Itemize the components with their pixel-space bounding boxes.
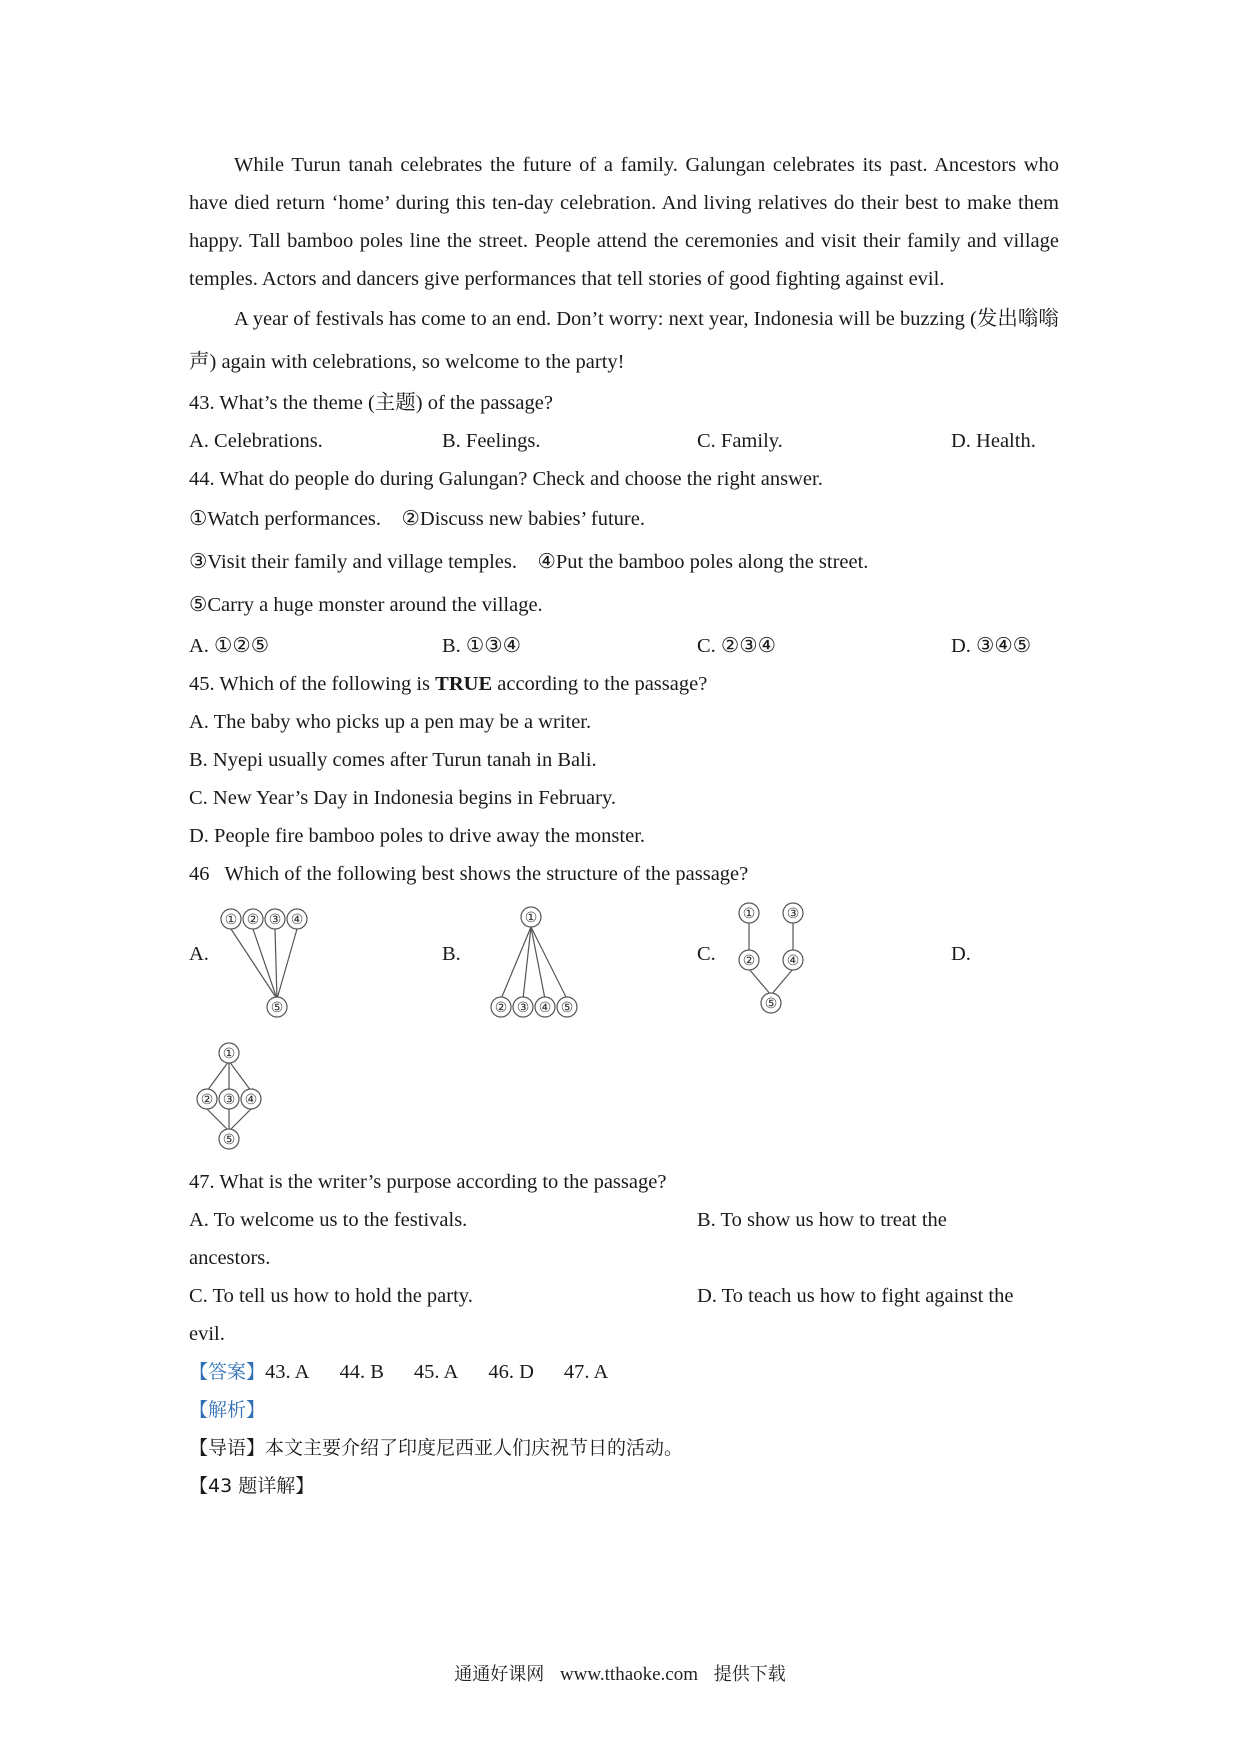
stem-text: according to the passage?	[492, 673, 708, 695]
option-b[interactable]: B. To show us how to treat the	[697, 1209, 947, 1231]
question-47-row	[189, 1277, 1059, 1315]
node-label: ④	[290, 913, 304, 928]
stem-emphasis: TRUE	[435, 673, 493, 695]
node-label: ②	[200, 1093, 214, 1108]
page-footer	[0, 1660, 1240, 1686]
answer-tag: 【答案】	[189, 1361, 266, 1383]
guide-text: 本文主要介绍了印度尼西亚人们庆祝节日的活动。	[265, 1437, 684, 1459]
structure-diagram-b	[489, 899, 599, 1024]
question-45-stem	[189, 665, 1059, 703]
footer-url[interactable]: www.tthaoke.com	[559, 1664, 699, 1685]
guide-line	[189, 1429, 1059, 1467]
option-c[interactable]: C. To tell us how to hold the party.	[189, 1285, 473, 1307]
question-44-options	[189, 627, 1059, 665]
node-label: ①	[224, 913, 238, 928]
question-46-stem: 46 Which of the following best shows the structure of the passage?	[189, 863, 749, 885]
structure-diagram-a	[219, 899, 319, 1024]
node-label: ⑤	[560, 1001, 574, 1016]
node-label: ⑤	[270, 1001, 284, 1016]
node-label: ③	[786, 907, 800, 922]
guide-tag: 【导语】	[189, 1437, 266, 1459]
option-a[interactable]: A. The baby who picks up a pen may be a writer.	[189, 711, 592, 733]
question-46-diagrams	[189, 893, 1059, 1053]
option-a[interactable]: A. ①②⑤	[189, 635, 270, 657]
option-c[interactable]: C. Family.	[697, 430, 783, 452]
node-label: ③	[222, 1093, 236, 1108]
detail-line	[189, 1467, 1059, 1505]
option-d-continued: evil.	[189, 1323, 225, 1345]
option-d[interactable]: D. People fire bamboo poles to drive away the monster.	[189, 825, 646, 847]
answer-line	[189, 1353, 1059, 1391]
option-b[interactable]: B. ①③④	[442, 635, 522, 657]
option-a[interactable]: A.	[189, 943, 209, 965]
stem-text: 45. Which of the following is	[189, 673, 436, 695]
content	[189, 146, 1059, 1505]
question-46-diagram-d-row	[189, 1047, 1059, 1163]
node-label: ③	[268, 913, 282, 928]
option-d[interactable]: D. ③④⑤	[951, 635, 1032, 657]
node-label: ②	[246, 913, 260, 928]
node-label: ①	[742, 907, 756, 922]
question-44-item: ①Watch performances. ②Discuss new babies’ future.	[189, 508, 645, 530]
passage-paragraph: While Turun tanah celebrates the future of a family. Galungan celebrates its past. Ancestors who have died return ‘home’ during this ten-day celebration. And living relatives do their best to make them happy. Tall bamboo poles line the street. People attend the ceremonies and visit their family and village temples. Actors and dancers give performances that tell stories of good fighting against evil.	[189, 154, 1059, 290]
answer-item: 43. A	[265, 1361, 310, 1383]
answer-item: 47. A	[563, 1361, 609, 1383]
question-47-stem: 47. What is the writer’s purpose according to the passage?	[189, 1171, 667, 1193]
question-43-options	[189, 422, 1059, 460]
option-c[interactable]: C.	[697, 943, 716, 965]
structure-diagram-c	[729, 897, 849, 1022]
node-label: ④	[538, 1001, 552, 1016]
node-label: ④	[244, 1093, 258, 1108]
option-c[interactable]: C. New Year’s Day in Indonesia begins in February.	[189, 787, 617, 809]
analysis-line	[189, 1391, 1059, 1429]
option-b[interactable]: B.	[442, 943, 461, 965]
detail-tag: 【43 题详解】	[189, 1475, 315, 1497]
option-c[interactable]: C. ②③④	[697, 635, 777, 657]
node-label: ②	[742, 954, 756, 969]
option-a[interactable]: A. To welcome us to the festivals.	[189, 1209, 468, 1231]
footer-site-name: 通通好课网	[454, 1664, 545, 1685]
question-44-stem: 44. What do people do during Galungan? Check and choose the right answer.	[189, 468, 823, 490]
node-label: ③	[516, 1001, 530, 1016]
option-d[interactable]: D. To teach us how to fight against the	[697, 1285, 1014, 1307]
structure-diagram-d	[193, 1039, 273, 1154]
answer-item: 44. B	[339, 1361, 384, 1383]
footer-download: 提供下载	[713, 1664, 786, 1685]
node-label: ②	[494, 1001, 508, 1016]
node-label: ①	[222, 1047, 236, 1062]
node-label: ④	[786, 954, 800, 969]
option-d[interactable]: D. Health.	[951, 430, 1036, 452]
node-label: ①	[524, 911, 538, 926]
passage-paragraph: A year of festivals has come to an end. Don’t worry: next year, Indonesia will be buzzing (发出嗡嗡声) again with celebrations, so welcome to the party!	[189, 308, 1059, 373]
option-b-continued: ancestors.	[189, 1247, 271, 1269]
question-43-stem: 43. What’s the theme (主题) of the passage?	[189, 392, 553, 414]
option-b[interactable]: B. Feelings.	[442, 430, 541, 452]
node-label: ⑤	[222, 1133, 236, 1148]
question-44-item: ⑤Carry a huge monster around the village.	[189, 594, 543, 616]
answer-item: 45. A	[413, 1361, 459, 1383]
option-a[interactable]: A. Celebrations.	[189, 430, 323, 452]
option-d[interactable]: D.	[951, 943, 971, 965]
question-47-row	[189, 1201, 1059, 1239]
question-44-item: ③Visit their family and village temples. ④Put the bamboo poles along the street.	[189, 551, 869, 573]
option-b[interactable]: B. Nyepi usually comes after Turun tanah in Bali.	[189, 749, 597, 771]
analysis-tag: 【解析】	[189, 1399, 266, 1421]
node-label: ⑤	[764, 997, 778, 1012]
answer-item: 46. D	[488, 1361, 534, 1383]
